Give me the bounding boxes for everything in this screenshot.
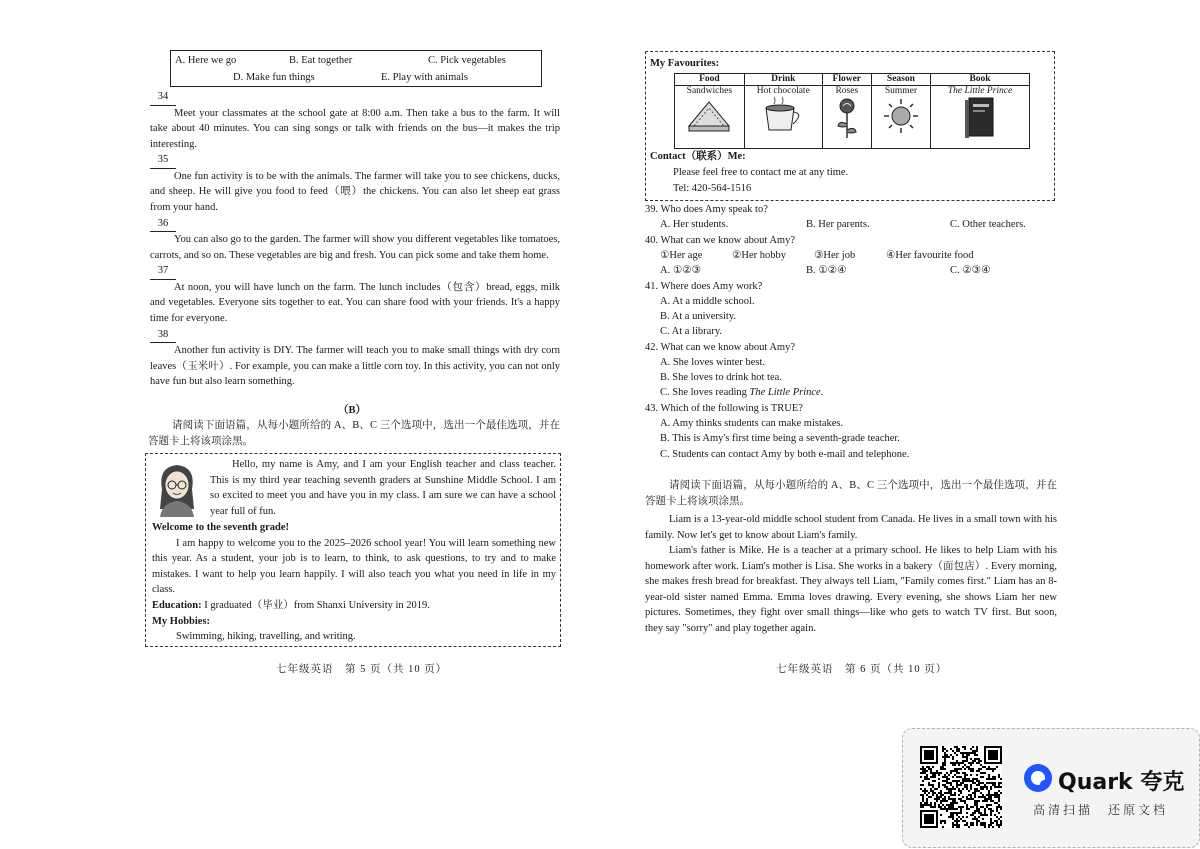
fav-flower-cell [822,86,871,149]
q39-option-a: A. Her students. [660,219,729,230]
fav-flower-value: Roses [835,86,859,96]
paragraph-38: Another fun activity is DIY. The farmer will teach you to make small things with dry corn leaves（玉米叶）. For example, you can make a little corn toy. In this activity, you can not only have fun but also learn something. [150,345,560,388]
cup-icon [758,96,808,136]
footer-left: 七年级英语 第 5 页（共 10 页） [276,664,448,675]
contact-text: Please feel free to contact me at any time. [673,167,849,178]
q40-item-4: ④Her favourite food [886,250,974,261]
q39-option-c: C. Other teachers. [950,219,1026,230]
welcome-title: Welcome to the seventh grade! [152,522,290,533]
option-e: E. Play with animals [381,72,468,83]
q40-item-2: ②Her hobby [732,250,787,261]
paragraph-36: You can also go to the garden. The farmer will show you different vegetables like tomatoes, carrots, and so on. These vegetables are big and fresh. You can pick some and take them home. [150,234,560,261]
q40-item-1: ①Her age [660,250,703,261]
favourites-table [674,73,1030,149]
quark-brand: Quark 夸克 [1058,770,1185,795]
q42-option-b: B. She loves to drink hot tea. [660,372,782,383]
options-box [170,50,542,87]
q41-option-c: C. At a library. [660,326,723,337]
quark-slogan: 高清扫描 还原文档 [1033,803,1169,817]
q40-option-b: B. ①②④ [806,265,847,276]
fav-book-cell [931,86,1030,149]
amy-intro: Hello, my name is Amy, and I am your English teacher and class teacher. This is my third year teaching seventh graders at Sunshine Middle School. I am so excited to meet you and have you in my class. I am sure we can have a school year full of fun. [210,459,556,517]
q42-option-c: C. She loves reading The Little Prince. [660,387,824,398]
favourites-box [645,51,1055,201]
fav-header-food: Food [675,74,745,86]
fav-food-cell [675,86,745,149]
option-c: C. Pick vegetables [428,55,506,66]
quark-logo-icon [1024,764,1052,792]
qr-code [920,746,1002,828]
liam-paragraph-1: Liam is a 13-year-old middle school student from Canada. He lives in a small town with his family. Now let's get to know about Liam's family. [645,514,1057,541]
fav-drink-value: Hot chocolate [756,86,810,96]
q43-option-b: B. This is Amy's first time being a seventh-grade teacher. [660,433,900,444]
q41-option-a: A. At a middle school. [660,296,755,307]
q39-option-b: B. Her parents. [806,219,870,230]
question-40: 40. What can we know about Amy? [645,235,795,246]
paragraph-34: Meet your classmates at the school gate at 8:00 a.m. Then take a bus to the farm. It will take about 40 minutes. You can sing songs or talk with friends on the bus—it makes the trip interesting. [150,107,560,150]
fav-header-book: Book [931,74,1030,86]
amy-avatar [152,459,202,517]
section-b-title: （B） [338,405,367,416]
liam-paragraph-2: Liam's father is Mike. He is a teacher at a primary school. He likes to help Liam with his homework after work. Liam's mother is Lisa. She works in a bakery（面包店）. Every morning, she makes fresh bread for breakfast. They always tell Liam, "Family comes first." Liam has an 8-year-old sister named Emma. Emma loves drawing. Every evening, she shows Liam her new pictures. Sometimes, they fight over small things—like who gets to watch TV first. But soon, they say "sorry" and play together again. [645,545,1057,634]
book-icon [963,96,997,140]
fav-book-value: The Little Prince [947,86,1013,96]
favourites-title: My Favourites: [650,58,720,69]
sandwich-icon [684,96,734,136]
amy-letter-box [145,453,561,647]
q40-option-a: A. ①②③ [660,265,702,276]
rose-icon [832,96,862,140]
sun-icon [881,96,921,136]
q43-option-a: A. Amy thinks students can make mistakes. [660,418,844,429]
blank-36: 36 [150,216,560,233]
amy-letter-body [152,520,556,645]
fav-header-flower: Flower [822,74,871,86]
option-a: A. Here we go [175,55,237,66]
blank-34: 34 [150,89,560,106]
welcome-body: I am happy to welcome you to the 2025–2026 school year! You will learn something new this year. As a student, your job is to learn, to think, to ask questions, to try and to make mistakes. I want to help you learn happily. I will also teach you what you need in life in my class. [152,537,556,596]
contact-tel: Tel: 420-564-1516 [673,183,752,194]
q41-option-b: B. At a university. [660,311,737,322]
footer-right: 七年级英语 第 6 页（共 10 页） [776,664,948,675]
paragraph-37: At noon, you will have lunch on the farm. The lunch includes（包含）bread, eggs, milk and vegetables. Everyone sits together to eat. You can share food with your friends. It's a happy time for everyone. [150,281,560,324]
hobbies-title: My Hobbies: [152,615,211,627]
fav-food-value: Sandwiches [686,86,733,96]
hobbies-text: Swimming, hiking, travelling, and writing. [176,631,356,643]
fav-season-cell [871,86,930,149]
cloze-passage [150,89,560,390]
instruction-left: 请阅读下面语篇，从每小题所给的 A、B、C 三个选项中，选出一个最佳选项，并在答题卡上将该项涂黑。 [148,420,560,447]
fav-season-value: Summer [884,86,918,96]
quark-badge [902,728,1200,848]
paragraph-35: One fun activity is to be with the animals. The farmer will take you to see chickens, ducks, and sheep. He will give you food to feed（喂）the chickens. You can also let sheep eat grass from your hand. [150,170,560,213]
blank-37: 37 [150,263,560,280]
fav-drink-cell [744,86,822,149]
instruction-right: 请阅读下面语篇，从每小题所给的 A、B、C 三个选项中，选出一个最佳选项，并在答题卡上将该项涂黑。 [645,480,1057,507]
blank-35: 35 [150,152,560,169]
question-42: 42. What can we know about Amy? [645,342,795,353]
q40-item-3: ③Her job [814,250,856,261]
question-41: 41. Where does Amy work? [645,281,763,292]
q40-option-c: C. ②③④ [950,265,991,276]
option-b: B. Eat together [289,55,353,66]
question-39: 39. Who does Amy speak to? [645,204,768,215]
blank-38: 38 [150,327,560,344]
q43-option-c: C. Students can contact Amy by both e-mail and telephone. [660,449,910,460]
option-d: D. Make fun things [233,72,315,83]
fav-header-season: Season [871,74,930,86]
question-43: 43. Which of the following is TRUE? [645,403,803,414]
fav-header-drink: Drink [744,74,822,86]
education-line: Education: I graduated（毕业）from Shanxi University in 2019. [152,599,430,611]
q42-option-a: A. She loves winter best. [660,357,765,368]
contact-title: Contact（联系）Me: [650,151,746,162]
